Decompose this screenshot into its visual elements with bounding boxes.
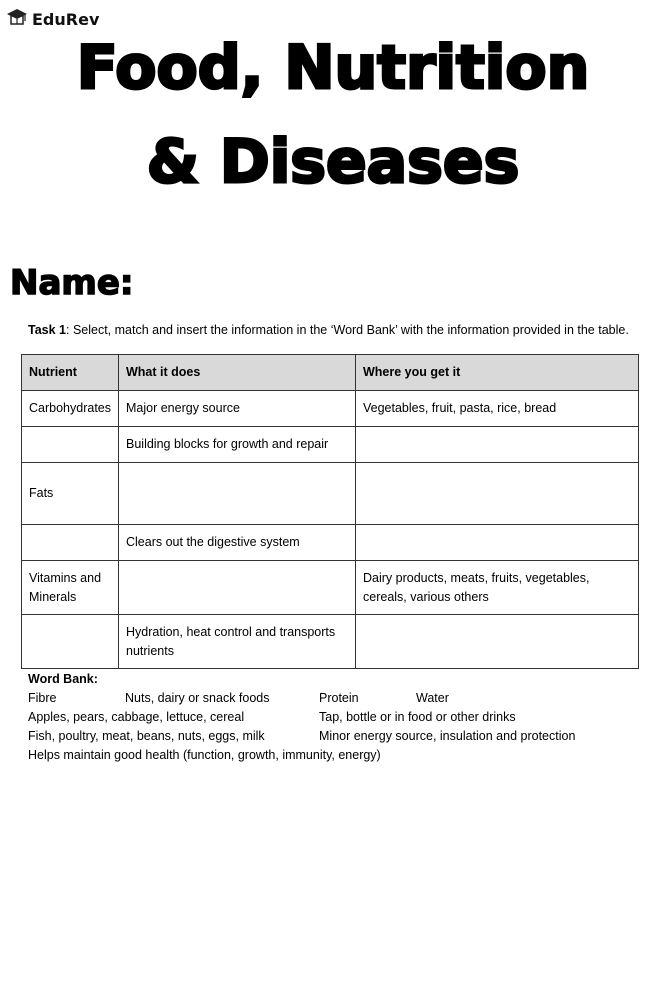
word-bank-item: Nuts, dairy or snack foods bbox=[125, 691, 270, 705]
word-bank-item: Apples, pears, cabbage, lettuce, cereal bbox=[28, 710, 245, 724]
graduation-cap-icon bbox=[6, 7, 28, 32]
table-row bbox=[22, 615, 639, 669]
word-bank-title: Word Bank: bbox=[28, 672, 98, 686]
word-bank-item: Fibre bbox=[28, 691, 57, 705]
table-cell bbox=[22, 615, 119, 669]
table-cell: Hydration, heat control and transports nutrients bbox=[119, 615, 356, 669]
table-cell bbox=[22, 525, 119, 561]
table-row bbox=[22, 463, 639, 525]
nutrient-table bbox=[21, 354, 639, 669]
table-cell bbox=[356, 463, 639, 525]
task-label: Task 1 bbox=[28, 323, 66, 337]
task-text: : Select, match and insert the information in the ‘Word Bank’ with the information provided in the table. bbox=[66, 323, 629, 337]
word-bank-item: Minor energy source, insulation and protection bbox=[319, 729, 576, 743]
word-bank-item: Tap, bottle or in food or other drinks bbox=[319, 710, 516, 724]
task-instructions bbox=[28, 323, 629, 337]
table-cell bbox=[119, 561, 356, 615]
name-label: Name: bbox=[10, 263, 134, 303]
table-cell: Vegetables, fruit, pasta, rice, bread bbox=[356, 391, 639, 427]
word-bank-item: Helps maintain good health (function, growth, immunity, energy) bbox=[28, 748, 381, 762]
table-cell: Clears out the digestive system bbox=[119, 525, 356, 561]
word-bank-item: Fish, poultry, meat, beans, nuts, eggs, milk bbox=[28, 729, 265, 743]
header-what-it-does: What it does bbox=[119, 355, 356, 391]
table-cell bbox=[22, 427, 119, 463]
page-title-line-2: & Diseases bbox=[146, 127, 520, 197]
word-bank-item: Water bbox=[416, 691, 449, 705]
page-title-line-1: Food, Nutrition bbox=[76, 33, 590, 103]
table-cell bbox=[356, 525, 639, 561]
table-cell bbox=[356, 427, 639, 463]
table-cell: Major energy source bbox=[119, 391, 356, 427]
table-cell bbox=[356, 615, 639, 669]
table-cell: Building blocks for growth and repair bbox=[119, 427, 356, 463]
table-row bbox=[22, 525, 639, 561]
table-row bbox=[22, 391, 639, 427]
table-cell: Vitamins and Minerals bbox=[22, 561, 119, 615]
brand-name: EduRev bbox=[32, 10, 100, 29]
brand-logo bbox=[6, 7, 99, 32]
header-where-you-get-it: Where you get it bbox=[356, 355, 639, 391]
header-nutrient: Nutrient bbox=[22, 355, 119, 391]
table-cell bbox=[119, 463, 356, 525]
table-cell: Carbohydrates bbox=[22, 391, 119, 427]
table-header-row bbox=[22, 355, 639, 391]
word-bank-item: Protein bbox=[319, 691, 359, 705]
table-row bbox=[22, 427, 639, 463]
table-cell: Dairy products, meats, fruits, vegetables, cereals, various others bbox=[356, 561, 639, 615]
table-cell: Fats bbox=[22, 463, 119, 525]
table-row bbox=[22, 561, 639, 615]
